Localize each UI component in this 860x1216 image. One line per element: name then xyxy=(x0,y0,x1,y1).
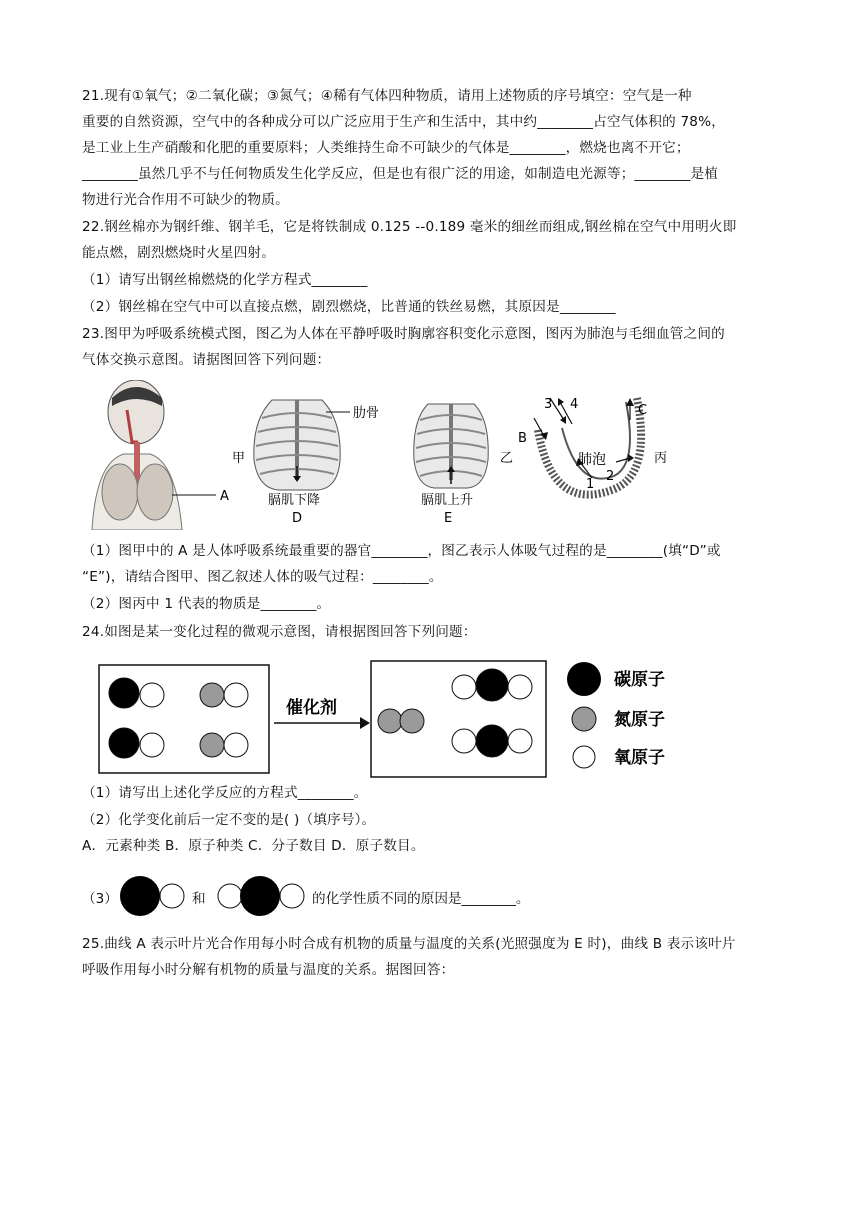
q24-sub-3-prefix: （3） xyxy=(82,891,118,907)
q22-line-1: 22.钢丝棉亦为钢纤维、钢羊毛，它是将铁制成 0.125 --0.189 毫米的细丝而组成,钢丝棉在空气中用明火即 xyxy=(82,219,737,235)
q24-sub-3-suffix: 的化学性质不同的原因是________。 xyxy=(312,891,530,907)
q25-line-2: 呼吸作用每小时分解有机物的质量与温度的关系。据图回答： xyxy=(82,962,455,978)
q21-line-5: 物进行光合作用不可缺少的物质。 xyxy=(82,192,289,208)
label-C: C xyxy=(638,403,648,418)
reactant-molecules xyxy=(109,678,248,758)
catalyst-label: 催化剂 xyxy=(286,698,337,718)
micro-reaction-figure xyxy=(98,657,698,781)
q23-sub-1b: “E”)，请结合图甲、图乙叙述人体的吸气过程：________。 xyxy=(82,569,443,585)
label-ge-ji-xia-jiang: 膈肌下降 xyxy=(268,493,321,508)
q24-sub-3 xyxy=(82,872,782,920)
legend-oxygen: 氧原子 xyxy=(614,748,665,768)
molecule-co2 xyxy=(214,874,310,918)
label-D: D xyxy=(292,511,303,526)
q23-line-1: 23.图甲为呼吸系统模式图，图乙为人体在平静呼吸时胸廓容积变化示意图，图丙为肺泡与毛细血管之间的 xyxy=(82,326,725,342)
q23-sub-1a: （1）图甲中的 A 是人体呼吸系统最重要的器官________，图乙表示人体吸气过程的是________(填“D”或 xyxy=(82,543,721,559)
molecule-co xyxy=(118,874,190,918)
label-bing: 丙 xyxy=(654,451,668,466)
label-4: 4 xyxy=(570,397,579,412)
label-2: 2 xyxy=(606,469,615,484)
label-jia: 甲 xyxy=(232,451,246,466)
label-fei-pao: 肺泡 xyxy=(578,452,606,468)
label-B: B xyxy=(518,431,527,446)
figure-jia-human xyxy=(92,380,216,530)
q24-sub-2: （2）化学变化前后一定不变的是( )（填序号）。 xyxy=(82,812,376,828)
q21-line-3: 是工业上生产硝酸和化肥的重要原料；人类维持生命不可缺少的气体是________，燃烧也离不开它； xyxy=(82,140,690,156)
q21-line-1: 21.现有①氧气；②二氧化碳；③氮气；④稀有气体四种物质，请用上述物质的序号填空：空气是一种 xyxy=(82,88,692,104)
q21-line-4: ________虽然几乎不与任何物质发生化学反应，但是也有很广泛的用途，如制造电光源等；________是植 xyxy=(82,166,719,182)
q23-sub-2: （2）图丙中 1 代表的物质是________。 xyxy=(82,596,331,612)
q24-options: A．元素种类 B．原子种类 C．分子数目 D．原子数目。 xyxy=(82,838,425,854)
legend-nitrogen: 氮原子 xyxy=(614,710,665,730)
product-molecules xyxy=(378,669,532,757)
q25-line-1: 25.曲线 A 表示叶片光合作用每小时合成有机物的质量与温度的关系(光照强度为 E 时)，曲线 B 表示该叶片 xyxy=(82,936,736,952)
label-A: A xyxy=(220,489,229,504)
label-yi: 乙 xyxy=(500,451,514,466)
respiratory-figure xyxy=(82,380,702,530)
legend-carbon: 碳原子 xyxy=(614,670,665,690)
q24-sub-3-and: 和 xyxy=(192,891,206,907)
q22-sub-2: （2）钢丝棉在空气中可以直接点燃，剧烈燃烧，比普通的铁丝易燃，其原因是________ xyxy=(82,299,616,315)
q21-line-2: 重要的自然资源，空气中的各种成分可以广泛应用于生产和生活中，其中约________占空气体积的 78%， xyxy=(82,114,726,130)
label-3: 3 xyxy=(544,397,553,412)
label-ge-ji-shang-sheng: 膈肌上升 xyxy=(421,493,474,508)
q24-line-1: 24.如图是某一变化过程的微观示意图，请根据图回答下列问题： xyxy=(82,624,477,640)
q22-line-2: 能点燃，剧烈燃烧时火星四射。 xyxy=(82,245,276,261)
q24-sub-1: （1）请写出上述化学反应的方程式________。 xyxy=(82,785,368,801)
q23-line-2: 气体交换示意图。请据图回答下列问题： xyxy=(82,352,331,368)
figure-ribcage-E xyxy=(414,404,488,488)
q22-sub-1: （1）请写出钢丝棉燃烧的化学方程式________ xyxy=(82,272,368,288)
label-lei-gu: 肋骨 xyxy=(353,406,380,421)
label-1: 1 xyxy=(586,477,595,492)
label-E: E xyxy=(444,511,453,526)
atom-legend xyxy=(567,662,601,768)
figure-ribcage-D xyxy=(254,400,350,490)
